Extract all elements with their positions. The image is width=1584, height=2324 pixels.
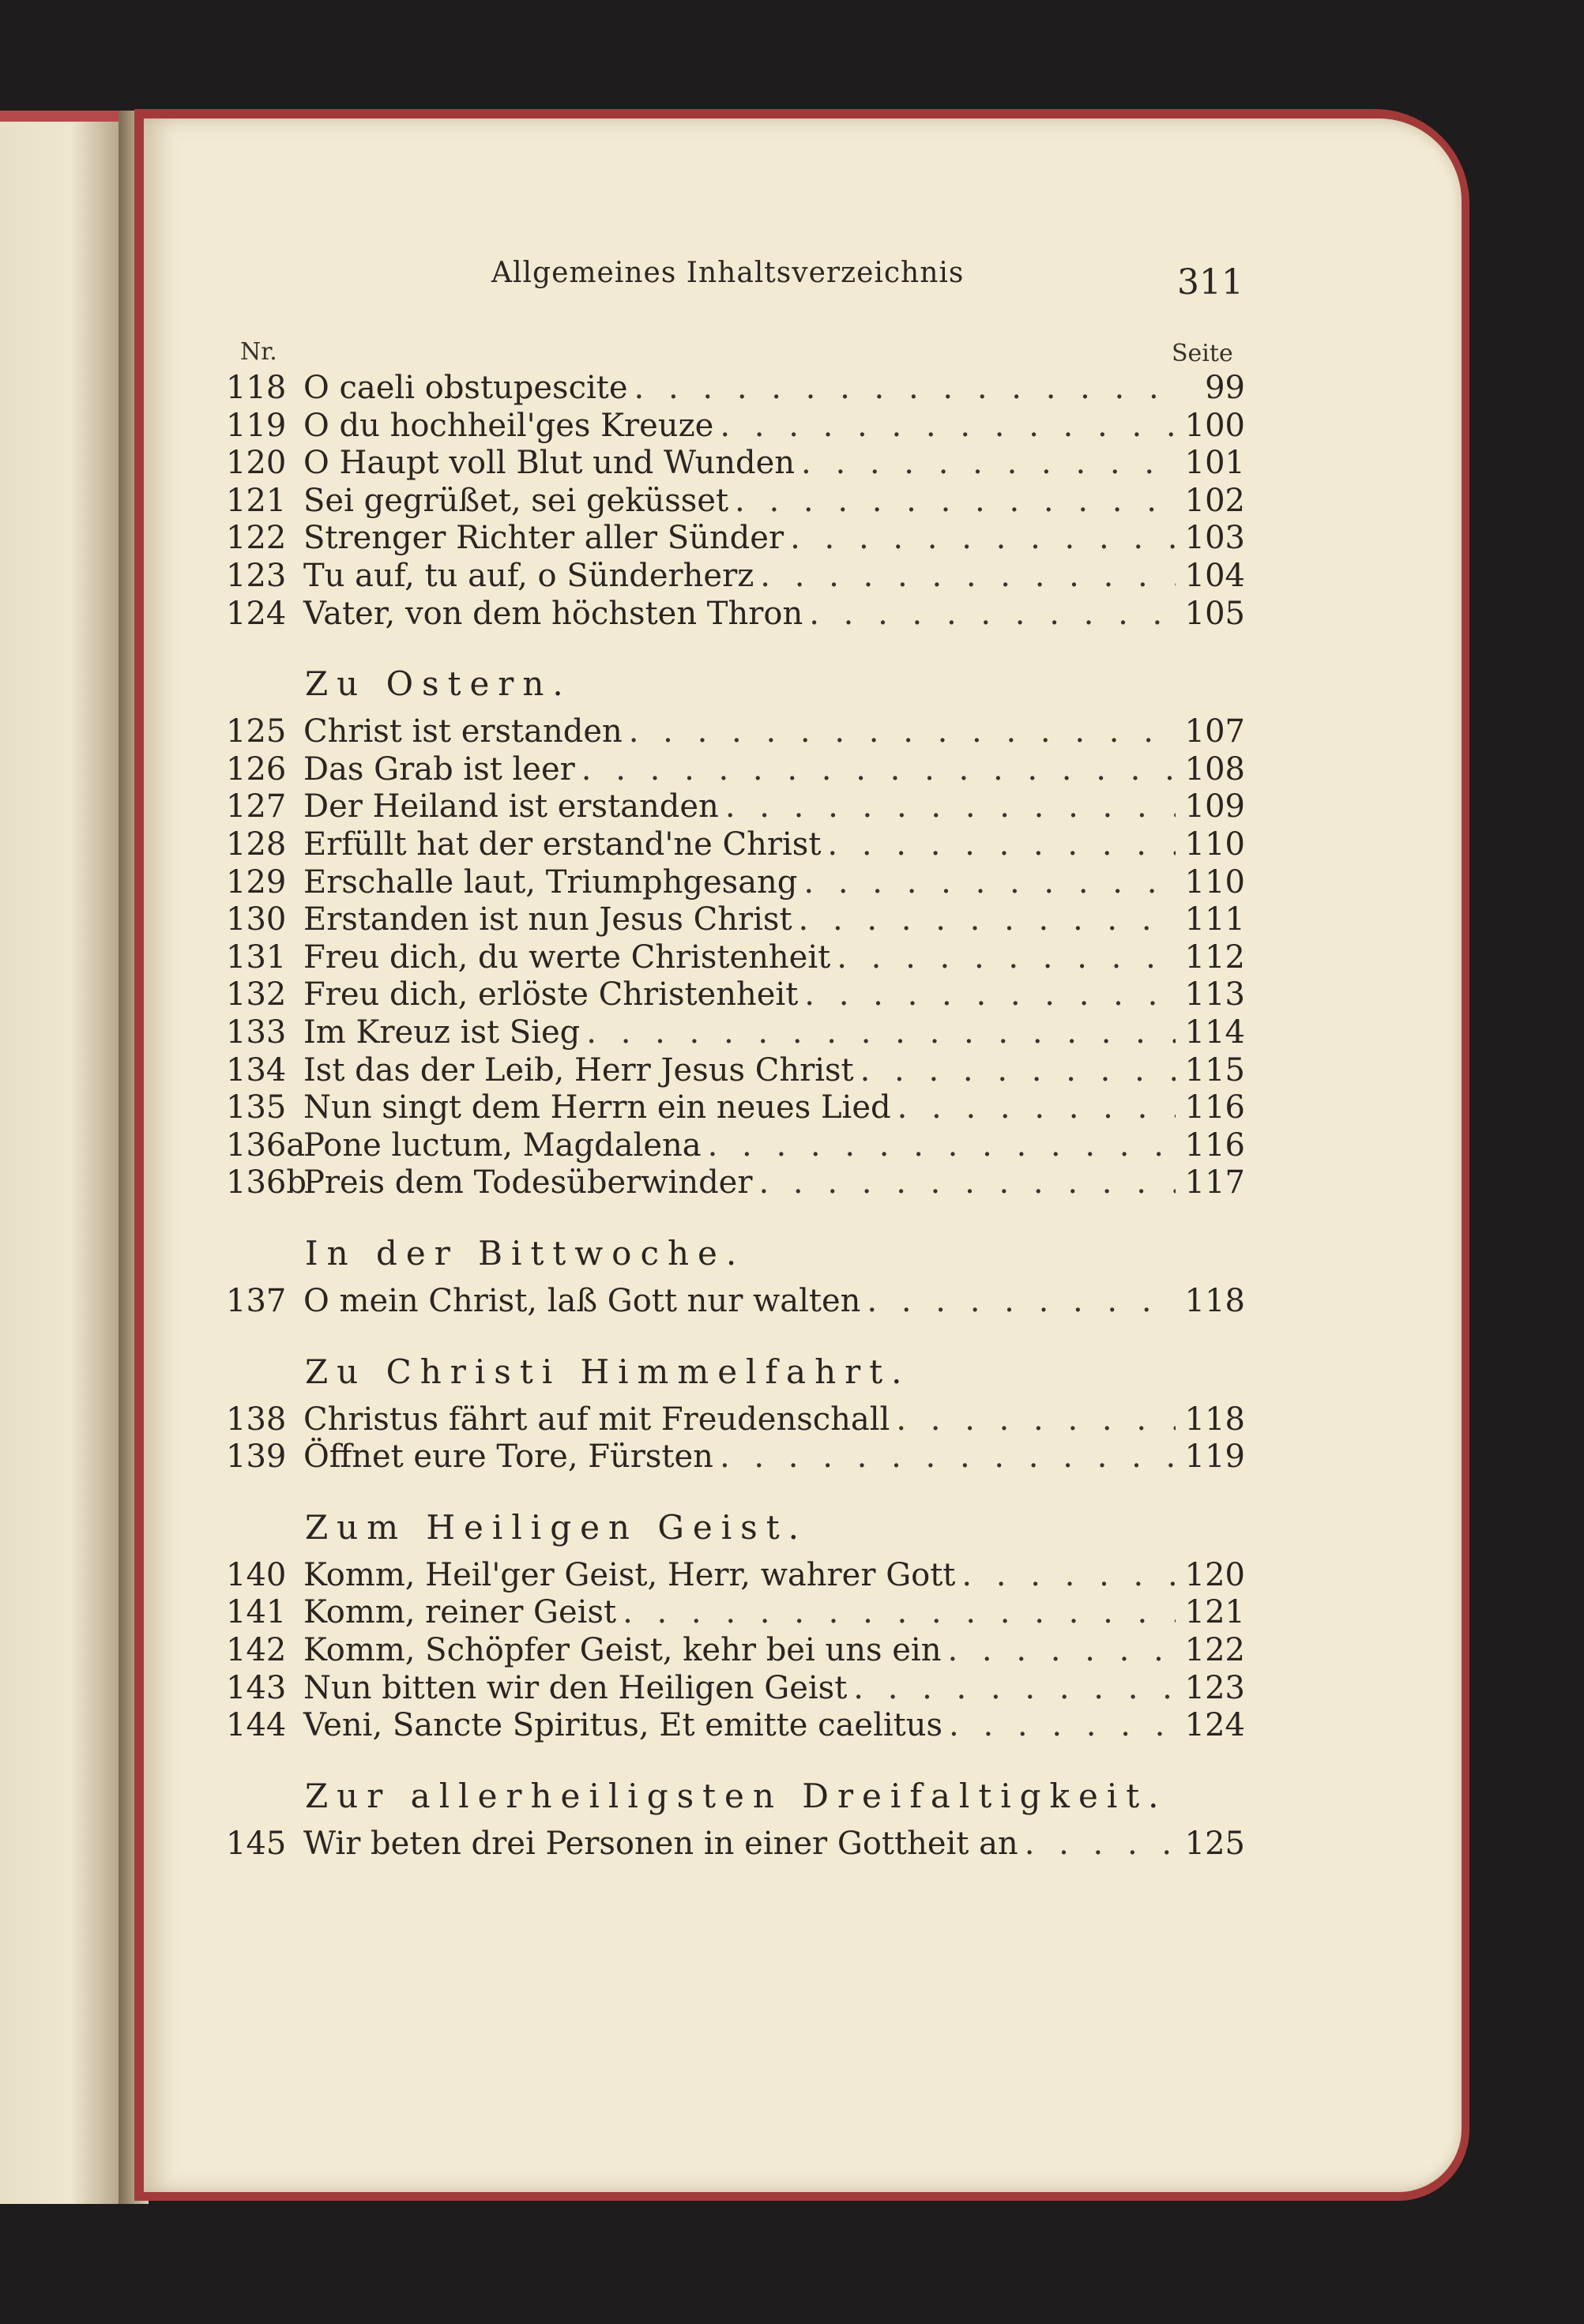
entry-page: 118 [1184,1283,1245,1319]
toc-entry [226,1594,1245,1632]
dot-leader [896,1401,1176,1438]
dot-leader [581,751,1176,788]
entry-page: 101 [1184,445,1245,482]
entry-title: Der Heiland ist erstanden [303,788,719,825]
toc-entry [226,1401,1245,1439]
entry-title: Tu auf, tu auf, o Sünderherz [303,558,754,594]
toc-entry [226,864,1245,902]
toc-entry [226,370,1245,408]
column-head-seite: Seite [1172,340,1233,367]
entry-page: 105 [1184,595,1245,632]
entry-page: 120 [1184,1556,1245,1593]
entry-title: Freu dich, du werte Christenheit [303,938,831,976]
toc-entry [226,445,1245,483]
entry-number: 118 [226,370,287,406]
toc-entry [226,483,1245,521]
entry-page: 118 [1184,1401,1245,1438]
dot-leader [897,1089,1176,1126]
entry-number: 139 [226,1438,287,1476]
entry-page: 108 [1184,750,1245,788]
entry-title: Vater, von dem höchsten Thron [303,595,803,632]
toc-entry [226,1557,1245,1595]
toc-entry [226,1014,1245,1052]
entry-page: 109 [1184,788,1245,825]
entry-number: 124 [226,595,287,632]
dot-leader [799,901,1176,938]
entry-page: 117 [1184,1164,1245,1201]
section-heading: In der Bittwoche. [305,1234,746,1273]
entry-page: 116 [1184,1126,1245,1164]
toc-entry [226,408,1245,446]
entry-title: Nun singt dem Herrn ein neues Lied [303,1089,891,1126]
toc-entry [226,1052,1245,1090]
entry-title: Christ ist erstanden [303,713,623,750]
entry-page: 107 [1184,713,1245,750]
toc-entry [226,558,1245,596]
entry-number: 138 [226,1401,287,1438]
entry-page: 110 [1184,826,1245,863]
entry-number: 134 [226,1051,287,1089]
entry-title: Das Grab ist leer [303,750,575,788]
entry-number: 142 [226,1632,287,1668]
entry-title: Erschalle laut, Triumphgesang [303,863,798,901]
entry-title: O mein Christ, laß Gott nur walten [303,1283,861,1319]
dot-leader [634,370,1176,406]
toc-entry [226,713,1245,751]
dot-leader [801,445,1176,481]
entry-number: 129 [226,863,287,901]
entry-number: 128 [226,826,287,863]
entry-number: 130 [226,901,287,938]
entry-number: 132 [226,976,287,1013]
section-heading: Zu Christi Himmelfahrt. [305,1352,911,1391]
entry-number: 143 [226,1669,287,1706]
entry-number: 126 [226,750,287,788]
entry-title: O du hochheil'ges Kreuze [303,407,714,444]
entry-title: Veni, Sancte Spiritus, Et emitte caelitus [303,1707,943,1744]
entry-title: Komm, Schöpfer Geist, kehr bei uns ein [303,1632,942,1668]
dot-leader [837,939,1176,976]
entry-title: Christus fährt auf mit Freudenschall [303,1401,890,1438]
toc-entry [226,1632,1245,1670]
dot-leader [708,1127,1176,1164]
entry-title: Preis dem Todesüberwinder [303,1164,753,1201]
dot-leader [961,1557,1176,1593]
entry-title: Nun bitten wir den Heiligen Geist [303,1669,848,1706]
entry-page: 115 [1184,1051,1245,1089]
dot-leader [947,1632,1176,1668]
entry-number: 121 [226,482,287,519]
toc-entry [226,1283,1245,1321]
toc-entry [226,1089,1245,1127]
entry-page: 114 [1184,1014,1245,1051]
entry-title: Komm, reiner Geist [303,1594,617,1631]
toc-entry [226,520,1245,558]
entry-number: 144 [226,1707,287,1744]
entry-number: 131 [226,938,287,976]
entry-title: Pone luctum, Magdalena [303,1126,702,1164]
toc-entry [226,826,1245,864]
entry-page: 110 [1184,863,1245,901]
toc-entry [226,901,1245,939]
dot-leader [586,1014,1176,1051]
entry-number: 133 [226,1014,287,1051]
entry-title: Im Kreuz ist Sieg [303,1014,581,1051]
entry-title: Sei gegrüßet, sei geküsset [303,482,729,519]
dot-leader [827,826,1176,863]
dot-leader [803,864,1176,901]
entry-page: 104 [1184,558,1245,594]
toc-entry [226,1438,1245,1476]
dot-leader [809,596,1176,632]
entry-number: 137 [226,1283,287,1319]
entry-page: 124 [1184,1707,1245,1744]
entry-page: 116 [1184,1089,1245,1126]
toc-entry [226,1707,1245,1745]
section-heading: Zum Heiligen Geist. [305,1507,807,1547]
entry-number: 140 [226,1556,287,1593]
entry-number: 127 [226,788,287,825]
dot-leader [760,558,1176,594]
toc-entry [226,1826,1245,1863]
entry-title: O Haupt voll Blut und Wunden [303,445,796,482]
dot-leader [949,1707,1176,1743]
toc-entry [226,751,1245,789]
table-of-contents [226,0,1245,2324]
entry-title: Erfüllt hat der erstand'ne Christ [303,826,822,863]
dot-leader [758,1164,1176,1201]
entry-title: Öffnet eure Tore, Fürsten [303,1438,713,1476]
entry-page: 100 [1184,407,1245,444]
dot-leader [804,976,1176,1013]
dot-leader [629,713,1176,750]
entry-page: 121 [1184,1594,1245,1631]
entry-title: Erstanden ist nun Jesus Christ [303,901,792,938]
entry-number: 136a [226,1126,306,1164]
entry-title: O caeli obstupescite [303,370,628,406]
entry-title: Ist das der Leib, Herr Jesus Christ [303,1051,854,1089]
entry-page: 99 [1205,370,1245,406]
column-head-nr: Nr. [240,338,277,366]
facing-page-edge [0,118,121,2204]
dot-leader [720,408,1176,444]
entry-number: 123 [226,558,287,594]
entry-page: 112 [1184,938,1245,976]
toc-entry [226,976,1245,1014]
dot-leader [853,1670,1176,1706]
entry-page: 111 [1184,901,1245,938]
entry-number: 141 [226,1594,287,1631]
entry-title: Strenger Richter aller Sünder [303,520,784,557]
dot-leader [623,1594,1176,1630]
entry-page: 102 [1184,482,1245,519]
toc-entry [226,596,1245,634]
toc-entry [226,1127,1245,1165]
entry-title: Freu dich, erlöste Christenheit [303,976,799,1013]
entry-number: 122 [226,520,287,557]
dot-leader [790,520,1176,556]
entry-number: 119 [226,407,287,444]
entry-page: 122 [1184,1632,1245,1668]
entry-page: 125 [1184,1825,1245,1862]
entry-page: 113 [1184,976,1245,1013]
entry-page: 119 [1184,1438,1245,1476]
dot-leader [735,483,1176,519]
entry-number: 145 [226,1825,287,1862]
page-number: 311 [1177,262,1243,303]
toc-entry [226,939,1245,977]
entry-title: Wir beten drei Personen in einer Gottheit an [303,1825,1018,1862]
running-header: Allgemeines Inhaltsverzeichnis [491,257,965,289]
dot-leader [720,1438,1176,1475]
toc-entry [226,1670,1245,1708]
dot-leader [1025,1826,1176,1862]
entry-number: 120 [226,445,287,482]
dot-leader [725,788,1176,825]
entry-title: Komm, Heil'ger Geist, Herr, wahrer Gott [303,1556,956,1593]
entry-number: 135 [226,1089,287,1126]
entry-page: 103 [1184,520,1245,557]
entry-number: 136b [226,1164,307,1201]
dot-leader [867,1283,1176,1319]
toc-entry [226,788,1245,826]
section-heading: Zur allerheiligsten Dreifaltigkeit. [305,1776,1168,1815]
toc-entry [226,1164,1245,1202]
entry-page: 123 [1184,1669,1245,1706]
dot-leader [860,1052,1176,1089]
section-heading: Zu Ostern. [305,664,572,704]
entry-number: 125 [226,713,287,750]
